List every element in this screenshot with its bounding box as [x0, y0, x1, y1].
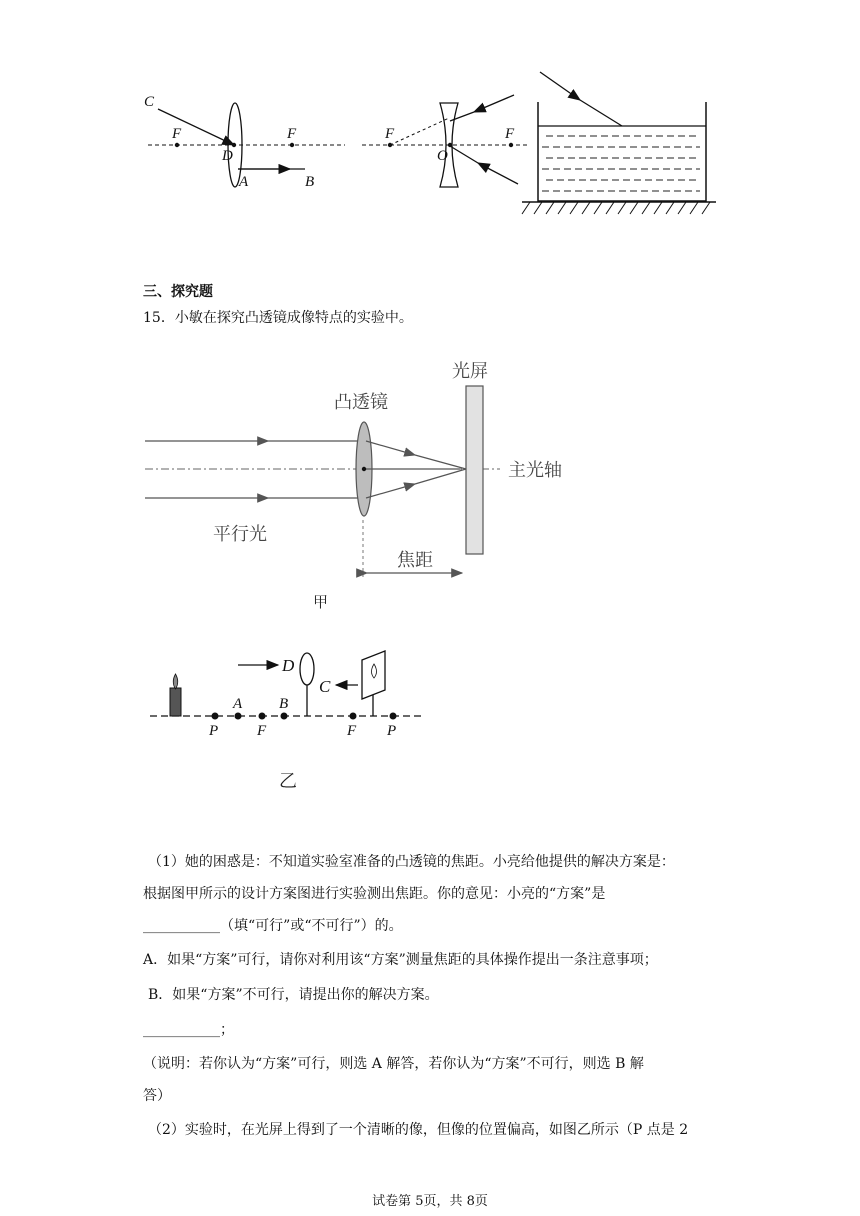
- focal-length-label: 焦距: [397, 550, 433, 571]
- figure-yi: [140, 645, 440, 795]
- label-a: A: [239, 174, 249, 190]
- focus-right: [509, 143, 513, 147]
- note-line2: 答）: [143, 1088, 171, 1104]
- light-screen: [466, 386, 483, 554]
- axis-label: 主光轴: [508, 460, 562, 481]
- point-a: [235, 713, 242, 720]
- converging-ray-top: [366, 441, 415, 455]
- ground-hatching: [522, 202, 710, 214]
- convex-lens-figure: [144, 94, 345, 190]
- light-screen: [362, 651, 385, 699]
- label-d: D: [282, 656, 295, 675]
- option-b: B．如果“方案”不可行，请提出你的解决方案。: [148, 987, 439, 1003]
- page-footer: 试卷第 5页，共 8页: [372, 1194, 488, 1209]
- focus-left: [388, 143, 392, 147]
- candle: [170, 674, 181, 716]
- question-15: 15．小敏在探究凸透镜成像特点的实验中。: [143, 310, 413, 326]
- label-p-left: P: [209, 723, 219, 739]
- part1-line1: （1）她的困惑是：不知道实验室准备的凸透镜的焦距。小亮给他提供的解决方案是：: [148, 854, 675, 870]
- extension-line: [390, 118, 449, 145]
- part1-line2: 根据图甲所示的设计方案图进行实验测出焦距。你的意见：小亮的“方案”是: [143, 886, 606, 902]
- tank: [538, 102, 706, 201]
- label-d: D: [222, 148, 233, 164]
- figure-caption-yi: 乙: [279, 771, 297, 792]
- label-f-left: F: [172, 126, 182, 142]
- label-b: B: [305, 174, 315, 190]
- water-tank-figure: [522, 72, 716, 214]
- section-heading: 三、探究题: [143, 284, 213, 300]
- point-p-right: [390, 713, 397, 720]
- label-f-left: F: [257, 723, 267, 739]
- converging-ray-bottom: [366, 484, 415, 498]
- lens-label: 凸透镜: [334, 392, 388, 413]
- label-c: C: [144, 94, 155, 110]
- incident-ray: [540, 72, 580, 100]
- answer-blank: ___________；: [143, 1022, 234, 1038]
- part2-line1: （2）实验时，在光屏上得到了一个清晰的像，但像的位置偏高，如图乙所示（P 点是 2: [148, 1122, 689, 1138]
- label-o: O: [437, 148, 448, 164]
- label-p-right: P: [387, 723, 397, 739]
- optical-center: [232, 143, 236, 147]
- point-b: [281, 713, 288, 720]
- label-f-right: F: [505, 126, 515, 142]
- label-f-right: F: [287, 126, 297, 142]
- note-line1: （说明：若你认为“方案”可行，则选 A 解答，若你认为“方案”不可行，则选 B 解: [143, 1056, 644, 1072]
- parallel-light-label: 平行光: [213, 524, 267, 545]
- label-f-left: F: [385, 126, 395, 142]
- top-figures: [0, 60, 860, 230]
- label-a: A: [233, 696, 243, 712]
- point-f-right: [350, 713, 357, 720]
- concave-lens-figure: [362, 95, 530, 187]
- screen-label: 光屏: [452, 361, 488, 382]
- figure-caption-jia: 甲: [313, 593, 329, 611]
- label-b: B: [279, 696, 289, 712]
- option-a: A．如果“方案”可行，请你对利用该“方案”测量焦距的具体操作提出一条注意事项；: [143, 952, 658, 968]
- lens-center: [362, 467, 366, 471]
- incident-ray-top: [474, 95, 514, 112]
- label-f-right: F: [347, 723, 357, 739]
- incident-ray-bottom: [478, 163, 518, 184]
- lens: [300, 653, 314, 685]
- water-hatching: [542, 136, 700, 191]
- point-p-left: [212, 713, 219, 720]
- optical-center: [448, 143, 452, 147]
- focus-right: [290, 143, 294, 147]
- focus-left: [175, 143, 179, 147]
- figure-jia: [140, 355, 600, 615]
- label-c: C: [319, 677, 331, 696]
- point-f-left: [259, 713, 266, 720]
- ray-c: [158, 109, 234, 145]
- part1-line3: ___________（填“可行”或“不可行”）的。: [143, 918, 403, 934]
